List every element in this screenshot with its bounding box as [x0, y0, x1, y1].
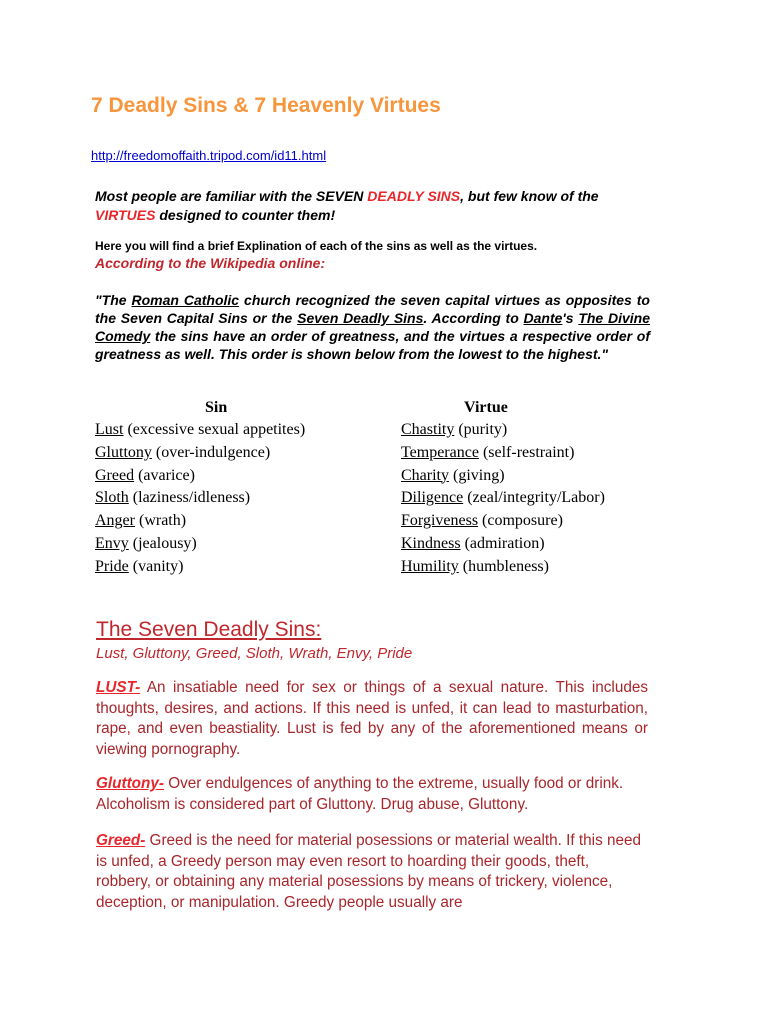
entry-term: Gluttony- [96, 775, 164, 792]
entry-gluttony [96, 774, 648, 815]
intro-text-2: , but few know of the [460, 188, 599, 204]
sin-name: Lust [95, 421, 124, 438]
virtue-name: Chastity [401, 421, 455, 438]
sin-cell [95, 558, 183, 576]
virtue-desc: (purity) [454, 421, 508, 438]
entry-greed [96, 831, 648, 913]
table-row [95, 558, 595, 581]
entry-text: Greed is the need for material posessions or material wealth. If this need is unfed, a Greedy person may even resort to hoarding their goods, theft, robbery, or obtaining any material posessions by means of trickery, violence, deception, or manipulation. Greedy people usually are [96, 832, 642, 911]
quote-text-5: the sins have an order of greatness, and the virtues a respective order of greatness as well. This order is shown below from the lowest to the highest." [95, 328, 650, 362]
sin-name: Envy [95, 534, 129, 552]
wikipedia-quote [95, 291, 650, 363]
intro-text-1: Most people are familiar with the SEVEN [95, 188, 368, 204]
section-title: The Seven Deadly Sins: [96, 618, 322, 641]
quote-seven-deadly-sins: Seven Deadly Sins [297, 310, 424, 326]
quote-text-2: church recognized the seven capital virtues as opposites to the Seven Capital Sins or the [95, 292, 650, 326]
quote-text-4: 's [562, 310, 579, 326]
sin-cell [95, 444, 270, 462]
virtue-desc: (giving) [449, 466, 505, 484]
sin-desc: (jealousy) [128, 534, 197, 552]
sin-desc: (wrath) [134, 512, 187, 530]
sin-name: Greed [95, 466, 135, 484]
quote-divine-comedy: The Divine Comedy [95, 310, 650, 344]
quote-dante: Dante [523, 310, 563, 326]
sin-cell [95, 489, 250, 507]
table-row [95, 512, 595, 535]
sin-desc: (excessive sexual appetites) [123, 421, 306, 438]
sin-name: Anger [95, 512, 135, 530]
sin-cell [95, 467, 195, 485]
table-row [95, 489, 605, 512]
sin-cell [95, 535, 197, 553]
virtue-cell [401, 489, 605, 507]
quote-text-3: . According to [423, 310, 524, 326]
virtue-cell [401, 512, 563, 530]
sin-virtue-table [95, 399, 605, 581]
header-sin: Sin [205, 399, 228, 416]
section-subtitle: Lust, Gluttony, Greed, Sloth, Wrath, Envy, Pride [96, 645, 413, 662]
entry-text: Over endulgences of anything to the extreme, usually food or drink. Alcoholism is considered part of Gluttony. Drug abuse, Gluttony. [96, 775, 624, 813]
sin-desc: (over-indulgence) [151, 443, 271, 461]
intro-paragraph [95, 187, 655, 225]
intro-deadly-sins: DEADLY SINS [367, 188, 461, 204]
wikipedia-heading: According to the Wikipedia online: [95, 255, 326, 271]
virtue-name: Kindness [401, 534, 461, 552]
virtue-desc: (zeal/integrity/Labor) [463, 489, 605, 507]
virtue-desc: (humbleness) [458, 557, 549, 575]
sin-desc: (laziness/idleness) [128, 489, 251, 507]
table-row [95, 467, 595, 490]
intro-virtues: VIRTUES [95, 207, 156, 223]
sin-name: Pride [95, 557, 129, 575]
sin-name: Sloth [95, 489, 129, 507]
entry-term: LUST- [96, 679, 141, 696]
virtue-desc: (self-restraint) [478, 443, 575, 461]
virtue-cell [401, 558, 549, 576]
virtue-cell [401, 421, 507, 439]
virtue-name: Temperance [401, 443, 479, 461]
entry-text: An insatiable need for sex or things of a sexual nature. This includes thoughts, desires, and actions. If this need is unfed, it can lead to masturbation, rape, and even beastiality. Lust is fed by any of the aforementioned means or viewing pornography. [96, 679, 648, 758]
sin-cell [95, 421, 305, 439]
brief-note: Here you will find a brief Explination of each of the sins as well as the virtues. [95, 239, 538, 253]
page-title: 7 Deadly Sins & 7 Heavenly Virtues [91, 94, 441, 117]
table-row [95, 421, 595, 444]
virtue-desc: (composure) [478, 512, 563, 530]
virtue-name: Forgiveness [401, 512, 479, 530]
table-row [95, 535, 595, 558]
quote-roman-catholic: Roman Catholic [131, 292, 240, 308]
header-virtue: Virtue [464, 399, 508, 416]
virtue-desc: (admiration) [460, 534, 545, 552]
sin-desc: (vanity) [128, 557, 184, 575]
table-row [95, 444, 595, 467]
quote-text-1: "The [95, 292, 132, 308]
intro-text-3: designed to counter them! [155, 207, 336, 223]
sin-name: Gluttony [95, 443, 152, 461]
table-header [95, 399, 595, 421]
sin-cell [95, 512, 186, 530]
virtue-name: Charity [401, 466, 449, 484]
entry-lust [96, 678, 648, 760]
virtue-name: Diligence [401, 489, 464, 507]
virtue-cell [401, 444, 574, 462]
entry-term: Greed- [96, 832, 146, 849]
source-link[interactable]: http://freedomoffaith.tripod.com/id11.html [91, 148, 327, 163]
virtue-cell [401, 535, 545, 553]
virtue-name: Humility [401, 557, 459, 575]
virtue-cell [401, 467, 505, 485]
sin-desc: (avarice) [134, 466, 195, 484]
